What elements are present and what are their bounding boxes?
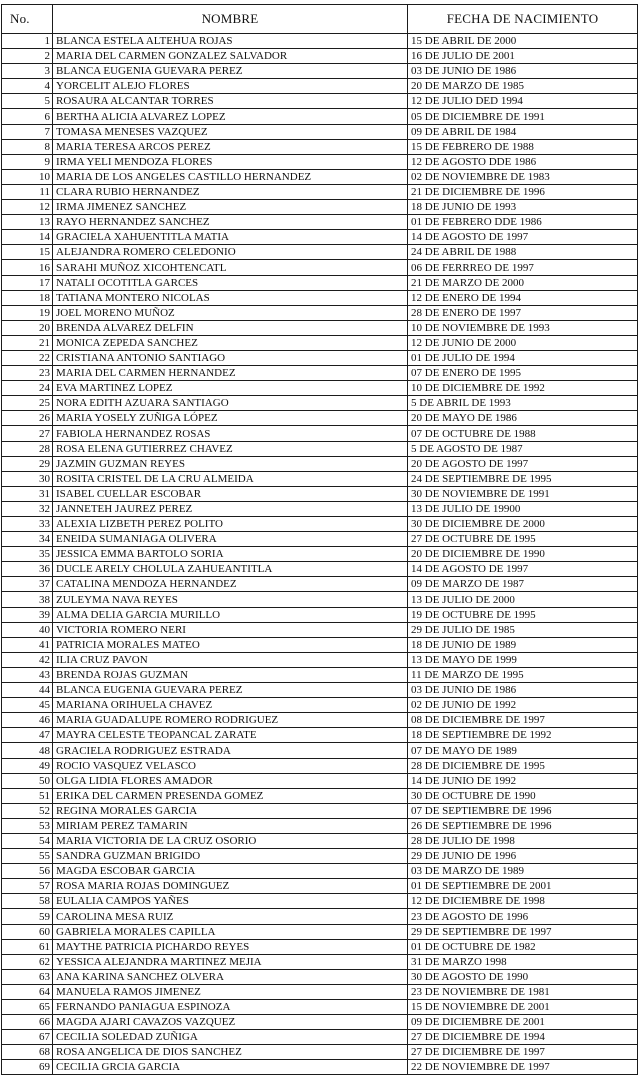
person-name: ROSA ELENA GUTIERREZ CHAVEZ: [53, 441, 408, 456]
birth-date: 29 DE SEPTIEMBRE DE 1997: [408, 924, 638, 939]
row-number: 56: [2, 864, 53, 879]
table-row: [2, 79, 638, 94]
person-name: BLANCA EUGENIA GUEVARA PEREZ: [53, 683, 408, 698]
table-row: [2, 788, 638, 803]
row-number: 38: [2, 592, 53, 607]
header-row: [2, 5, 638, 34]
birth-date: 12 DE ENERO DE 1994: [408, 290, 638, 305]
person-name: CLARA RUBIO HERNANDEZ: [53, 184, 408, 199]
birth-date: 07 DE OCTUBRE DE 1988: [408, 426, 638, 441]
person-name: BERTHA ALICIA ALVAREZ LOPEZ: [53, 109, 408, 124]
table-row: [2, 1015, 638, 1030]
row-number: 39: [2, 607, 53, 622]
row-number: 13: [2, 215, 53, 230]
row-number: 4: [2, 79, 53, 94]
row-number: 16: [2, 260, 53, 275]
row-number: 42: [2, 652, 53, 667]
row-number: 27: [2, 426, 53, 441]
person-name: SANDRA GUZMAN BRIGIDO: [53, 849, 408, 864]
row-number: 40: [2, 622, 53, 637]
table-row: [2, 245, 638, 260]
row-number: 34: [2, 532, 53, 547]
row-number: 37: [2, 577, 53, 592]
table-row: [2, 592, 638, 607]
person-name: ROCIO VASQUEZ VELASCO: [53, 758, 408, 773]
person-name: IRMA YELI MENDOZA FLORES: [53, 154, 408, 169]
birth-date: 18 DE SEPTIEMBRE DE 1992: [408, 728, 638, 743]
birth-date: 03 DE JUNIO DE 1986: [408, 683, 638, 698]
row-number: 35: [2, 547, 53, 562]
table-row: [2, 1060, 638, 1075]
row-number: 58: [2, 894, 53, 909]
row-number: 2: [2, 49, 53, 64]
person-name: MARIA YOSELY ZUÑIGA LÓPEZ: [53, 411, 408, 426]
person-name: MIRIAM PEREZ TAMARIN: [53, 818, 408, 833]
birth-date: 28 DE JULIO DE 1998: [408, 833, 638, 848]
birth-date: 12 DE DICIEMBRE DE 1998: [408, 894, 638, 909]
birthdate-sheet: [1, 4, 637, 1074]
row-number: 26: [2, 411, 53, 426]
table-row: [2, 200, 638, 215]
birth-date: 13 DE JULIO DE 19900: [408, 501, 638, 516]
birth-date: 21 DE MARZO DE 2000: [408, 275, 638, 290]
person-name: ROSITA CRISTEL DE LA CRU ALMEIDA: [53, 471, 408, 486]
table-row: [2, 396, 638, 411]
birth-date: 14 DE AGOSTO DE 1997: [408, 562, 638, 577]
person-name: MONICA ZEPEDA SANCHEZ: [53, 335, 408, 350]
row-number: 3: [2, 64, 53, 79]
table-row: [2, 109, 638, 124]
birth-date: 01 DE SEPTIEMBRE DE 2001: [408, 879, 638, 894]
person-name: GRACIELA XAHUENTITLA MATIA: [53, 230, 408, 245]
table-row: [2, 471, 638, 486]
person-name: GABRIELA MORALES CAPILLA: [53, 924, 408, 939]
row-number: 5: [2, 94, 53, 109]
header-no: No.: [2, 5, 53, 34]
birth-date: 11 DE MARZO DE 1995: [408, 667, 638, 682]
row-number: 20: [2, 320, 53, 335]
birth-date: 10 DE NOVIEMBRE DE 1993: [408, 320, 638, 335]
person-name: ALEXIA LIZBETH PEREZ POLITO: [53, 517, 408, 532]
row-number: 6: [2, 109, 53, 124]
person-name: TATIANA MONTERO NICOLAS: [53, 290, 408, 305]
row-number: 15: [2, 245, 53, 260]
table-row: [2, 49, 638, 64]
person-name: ISABEL CUELLAR ESCOBAR: [53, 486, 408, 501]
row-number: 30: [2, 471, 53, 486]
person-name: EULALIA CAMPOS YAÑES: [53, 894, 408, 909]
birth-date: 24 DE SEPTIEMBRE DE 1995: [408, 471, 638, 486]
table-row: [2, 683, 638, 698]
table-row: [2, 864, 638, 879]
person-name: ENEIDA SUMANIAGA OLIVERA: [53, 532, 408, 547]
row-number: 24: [2, 381, 53, 396]
birth-date: 23 DE NOVIEMBRE DE 1981: [408, 984, 638, 999]
birth-date: 31 DE MARZO 1998: [408, 954, 638, 969]
birth-date: 27 DE DICIEMBRE DE 1994: [408, 1030, 638, 1045]
person-name: ROSAURA ALCANTAR TORRES: [53, 94, 408, 109]
person-name: RAYO HERNANDEZ SANCHEZ: [53, 215, 408, 230]
birth-date: 15 DE FEBRERO DE 1988: [408, 139, 638, 154]
table-row: [2, 305, 638, 320]
row-number: 60: [2, 924, 53, 939]
table-row: [2, 818, 638, 833]
row-number: 68: [2, 1045, 53, 1060]
row-number: 43: [2, 667, 53, 682]
row-number: 1: [2, 34, 53, 49]
table-row: [2, 486, 638, 501]
person-name: NORA EDITH AZUARA SANTIAGO: [53, 396, 408, 411]
birth-date: 30 DE DICIEMBRE DE 2000: [408, 517, 638, 532]
row-number: 36: [2, 562, 53, 577]
person-name: BLANCA EUGENIA GUEVARA PEREZ: [53, 64, 408, 79]
table-row: [2, 169, 638, 184]
birth-date: 27 DE OCTUBRE DE 1995: [408, 532, 638, 547]
table-row: [2, 954, 638, 969]
table-row: [2, 622, 638, 637]
birth-date: 13 DE JULIO DE 2000: [408, 592, 638, 607]
birth-date: 08 DE DICIEMBRE DE 1997: [408, 713, 638, 728]
table-row: [2, 139, 638, 154]
person-name: DUCLE ARELY CHOLULA ZAHUEANTITLA: [53, 562, 408, 577]
birth-date: 07 DE ENERO DE 1995: [408, 366, 638, 381]
table-row: [2, 532, 638, 547]
table-row: [2, 652, 638, 667]
birth-date: 10 DE DICIEMBRE DE 1992: [408, 381, 638, 396]
row-number: 67: [2, 1030, 53, 1045]
birth-date: 29 DE JULIO DE 1985: [408, 622, 638, 637]
birth-date: 05 DE DICIEMBRE DE 1991: [408, 109, 638, 124]
birth-date: 12 DE AGOSTO DDE 1986: [408, 154, 638, 169]
row-number: 61: [2, 939, 53, 954]
table-row: [2, 426, 638, 441]
table-row: [2, 667, 638, 682]
table-row: [2, 743, 638, 758]
table-row: [2, 94, 638, 109]
table-row: [2, 124, 638, 139]
person-name: ZULEYMA NAVA REYES: [53, 592, 408, 607]
person-name: JANNETEH JAUREZ PEREZ: [53, 501, 408, 516]
birth-date: 07 DE MAYO DE 1989: [408, 743, 638, 758]
header-name: NOMBRE: [53, 5, 408, 34]
person-name: GRACIELA RODRIGUEZ ESTRADA: [53, 743, 408, 758]
person-name: EVA MARTINEZ LOPEZ: [53, 381, 408, 396]
header-date: FECHA DE NACIMIENTO: [408, 5, 638, 34]
row-number: 62: [2, 954, 53, 969]
table-row: [2, 517, 638, 532]
person-name: MARIA GUADALUPE ROMERO RODRIGUEZ: [53, 713, 408, 728]
row-number: 14: [2, 230, 53, 245]
person-name: CRISTIANA ANTONIO SANTIAGO: [53, 350, 408, 365]
row-number: 23: [2, 366, 53, 381]
table-row: [2, 984, 638, 999]
birth-date: 20 DE MAYO DE 1986: [408, 411, 638, 426]
table-row: [2, 381, 638, 396]
birth-date: 24 DE ABRIL DE 1988: [408, 245, 638, 260]
row-number: 44: [2, 683, 53, 698]
table-row: [2, 320, 638, 335]
birth-date: 01 DE FEBRERO DDE 1986: [408, 215, 638, 230]
table-row: [2, 728, 638, 743]
row-number: 53: [2, 818, 53, 833]
person-name: NATALI OCOTITLA GARCES: [53, 275, 408, 290]
person-name: ILIA CRUZ PAVON: [53, 652, 408, 667]
row-number: 12: [2, 200, 53, 215]
table-row: [2, 1030, 638, 1045]
table-row: [2, 215, 638, 230]
person-name: MARIA DEL CARMEN GONZALEZ SALVADOR: [53, 49, 408, 64]
person-name: MAYRA CELESTE TEOPANCAL ZARATE: [53, 728, 408, 743]
table-row: [2, 1000, 638, 1015]
person-name: YESSICA ALEJANDRA MARTINEZ MEJIA: [53, 954, 408, 969]
table-row: [2, 441, 638, 456]
row-number: 66: [2, 1015, 53, 1030]
person-name: ROSA MARIA ROJAS DOMINGUEZ: [53, 879, 408, 894]
birth-date: 02 DE NOVIEMBRE DE 1983: [408, 169, 638, 184]
person-name: MANUELA RAMOS JIMENEZ: [53, 984, 408, 999]
row-number: 49: [2, 758, 53, 773]
birth-date: 27 DE DICIEMBRE DE 1997: [408, 1045, 638, 1060]
row-number: 25: [2, 396, 53, 411]
birth-date: 01 DE OCTUBRE DE 1982: [408, 939, 638, 954]
person-name: REGINA MORALES GARCIA: [53, 803, 408, 818]
person-name: VICTORIA ROMERO NERI: [53, 622, 408, 637]
birth-date: 01 DE JULIO DE 1994: [408, 350, 638, 365]
birth-date: 14 DE AGOSTO DE 1997: [408, 230, 638, 245]
table-body: [2, 34, 638, 1075]
row-number: 8: [2, 139, 53, 154]
row-number: 51: [2, 788, 53, 803]
birth-date: 15 DE ABRIL DE 2000: [408, 34, 638, 49]
birth-date: 5 DE ABRIL DE 1993: [408, 396, 638, 411]
row-number: 52: [2, 803, 53, 818]
row-number: 29: [2, 456, 53, 471]
birth-date: 23 DE AGOSTO DE 1996: [408, 909, 638, 924]
table-row: [2, 154, 638, 169]
table-row: [2, 939, 638, 954]
person-name: ALMA DELIA GARCIA MURILLO: [53, 607, 408, 622]
person-name: BRENDA ROJAS GUZMAN: [53, 667, 408, 682]
table-row: [2, 713, 638, 728]
table-row: [2, 909, 638, 924]
person-name: TOMASA MENESES VAZQUEZ: [53, 124, 408, 139]
person-name: MARIANA ORIHUELA CHAVEZ: [53, 698, 408, 713]
person-name: BLANCA ESTELA ALTEHUA ROJAS: [53, 34, 408, 49]
birth-date: 18 DE JUNIO DE 1993: [408, 200, 638, 215]
row-number: 63: [2, 969, 53, 984]
table-row: [2, 969, 638, 984]
birth-date: 20 DE MARZO DE 1985: [408, 79, 638, 94]
birth-date: 20 DE DICIEMBRE DE 1990: [408, 547, 638, 562]
row-number: 9: [2, 154, 53, 169]
birth-date: 26 DE SEPTIEMBRE DE 1996: [408, 818, 638, 833]
table-row: [2, 260, 638, 275]
birth-date: 18 DE JUNIO DE 1989: [408, 637, 638, 652]
person-name: ALEJANDRA ROMERO CELEDONIO: [53, 245, 408, 260]
table-row: [2, 34, 638, 49]
person-name: CECILIA GRCIA GARCIA: [53, 1060, 408, 1075]
row-number: 46: [2, 713, 53, 728]
row-number: 45: [2, 698, 53, 713]
birth-date: 07 DE SEPTIEMBRE DE 1996: [408, 803, 638, 818]
row-number: 17: [2, 275, 53, 290]
person-name: JAZMIN GUZMAN REYES: [53, 456, 408, 471]
person-name: FERNANDO PANIAGUA ESPINOZA: [53, 1000, 408, 1015]
row-number: 22: [2, 350, 53, 365]
birth-date: 30 DE NOVIEMBRE DE 1991: [408, 486, 638, 501]
person-name: ANA KARINA SANCHEZ OLVERA: [53, 969, 408, 984]
birth-date: 02 DE JUNIO DE 1992: [408, 698, 638, 713]
table-row: [2, 547, 638, 562]
person-name: MARIA DEL CARMEN HERNANDEZ: [53, 366, 408, 381]
row-number: 21: [2, 335, 53, 350]
person-name: CAROLINA MESA RUIZ: [53, 909, 408, 924]
person-name: JESSICA EMMA BARTOLO SORIA: [53, 547, 408, 562]
row-number: 11: [2, 184, 53, 199]
row-number: 10: [2, 169, 53, 184]
row-number: 65: [2, 1000, 53, 1015]
person-name: MARIA TERESA ARCOS PEREZ: [53, 139, 408, 154]
row-number: 41: [2, 637, 53, 652]
birth-date: 28 DE ENERO DE 1997: [408, 305, 638, 320]
birth-date: 06 DE FERRREO DE 1997: [408, 260, 638, 275]
birth-date: 13 DE MAYO DE 1999: [408, 652, 638, 667]
table-row: [2, 184, 638, 199]
table-row: [2, 879, 638, 894]
birth-date: 30 DE OCTUBRE DE 1990: [408, 788, 638, 803]
person-name: BRENDA ALVAREZ DELFIN: [53, 320, 408, 335]
row-number: 28: [2, 441, 53, 456]
table-row: [2, 637, 638, 652]
row-number: 54: [2, 833, 53, 848]
row-number: 33: [2, 517, 53, 532]
birth-date: 20 DE AGOSTO DE 1997: [408, 456, 638, 471]
table-row: [2, 411, 638, 426]
person-name: PATRICIA MORALES MATEO: [53, 637, 408, 652]
row-number: 59: [2, 909, 53, 924]
birth-date: 09 DE ABRIL DE 1984: [408, 124, 638, 139]
table-row: [2, 335, 638, 350]
table-row: [2, 275, 638, 290]
table-row: [2, 924, 638, 939]
row-number: 18: [2, 290, 53, 305]
person-name: FABIOLA HERNANDEZ ROSAS: [53, 426, 408, 441]
table-row: [2, 773, 638, 788]
person-name: ROSA ANGELICA DE DIOS SANCHEZ: [53, 1045, 408, 1060]
table-row: [2, 64, 638, 79]
birth-date: 03 DE JUNIO DE 1986: [408, 64, 638, 79]
table-row: [2, 350, 638, 365]
row-number: 7: [2, 124, 53, 139]
person-name: MARIA VICTORIA DE LA CRUZ OSORIO: [53, 833, 408, 848]
birthdate-table: [1, 4, 638, 1075]
birth-date: 09 DE DICIEMBRE DE 2001: [408, 1015, 638, 1030]
person-name: CATALINA MENDOZA HERNANDEZ: [53, 577, 408, 592]
person-name: MARIA DE LOS ANGELES CASTILLO HERNANDEZ: [53, 169, 408, 184]
row-number: 31: [2, 486, 53, 501]
row-number: 32: [2, 501, 53, 516]
person-name: JOEL MORENO MUÑOZ: [53, 305, 408, 320]
table-row: [2, 607, 638, 622]
table-row: [2, 366, 638, 381]
person-name: IRMA JIMENEZ SANCHEZ: [53, 200, 408, 215]
birth-date: 14 DE JUNIO DE 1992: [408, 773, 638, 788]
table-row: [2, 758, 638, 773]
birth-date: 28 DE DICIEMBRE DE 1995: [408, 758, 638, 773]
birth-date: 09 DE MARZO DE 1987: [408, 577, 638, 592]
birth-date: 21 DE DICIEMBRE DE 1996: [408, 184, 638, 199]
person-name: SARAHI MUÑOZ XICOHTENCATL: [53, 260, 408, 275]
person-name: ERIKA DEL CARMEN PRESENDA GOMEZ: [53, 788, 408, 803]
birth-date: 22 DE NOVIEMBRE DE 1997: [408, 1060, 638, 1075]
table-row: [2, 803, 638, 818]
table-row: [2, 562, 638, 577]
table-row: [2, 230, 638, 245]
table-row: [2, 501, 638, 516]
row-number: 48: [2, 743, 53, 758]
row-number: 19: [2, 305, 53, 320]
row-number: 69: [2, 1060, 53, 1075]
birth-date: 30 DE AGOSTO DE 1990: [408, 969, 638, 984]
birth-date: 12 DE JULIO DED 1994: [408, 94, 638, 109]
table-row: [2, 698, 638, 713]
table-row: [2, 833, 638, 848]
person-name: CECILIA SOLEDAD ZUÑIGA: [53, 1030, 408, 1045]
person-name: MAGDA ESCOBAR GARCIA: [53, 864, 408, 879]
table-row: [2, 894, 638, 909]
table-row: [2, 849, 638, 864]
row-number: 55: [2, 849, 53, 864]
person-name: MAGDA AJARI CAVAZOS VAZQUEZ: [53, 1015, 408, 1030]
person-name: YORCELIT ALEJO FLORES: [53, 79, 408, 94]
person-name: OLGA LIDIA FLORES AMADOR: [53, 773, 408, 788]
row-number: 47: [2, 728, 53, 743]
row-number: 57: [2, 879, 53, 894]
birth-date: 03 DE MARZO DE 1989: [408, 864, 638, 879]
row-number: 64: [2, 984, 53, 999]
birth-date: 16 DE JULIO DE 2001: [408, 49, 638, 64]
table-row: [2, 1045, 638, 1060]
birth-date: 29 DE JUNIO DE 1996: [408, 849, 638, 864]
table-row: [2, 577, 638, 592]
birth-date: 5 DE AGOSTO DE 1987: [408, 441, 638, 456]
table-row: [2, 456, 638, 471]
birth-date: 12 DE JUNIO DE 2000: [408, 335, 638, 350]
birth-date: 19 DE OCTUBRE DE 1995: [408, 607, 638, 622]
birth-date: 15 DE NOVIEMBRE DE 2001: [408, 1000, 638, 1015]
row-number: 50: [2, 773, 53, 788]
table-row: [2, 290, 638, 305]
person-name: MAYTHE PATRICIA PICHARDO REYES: [53, 939, 408, 954]
